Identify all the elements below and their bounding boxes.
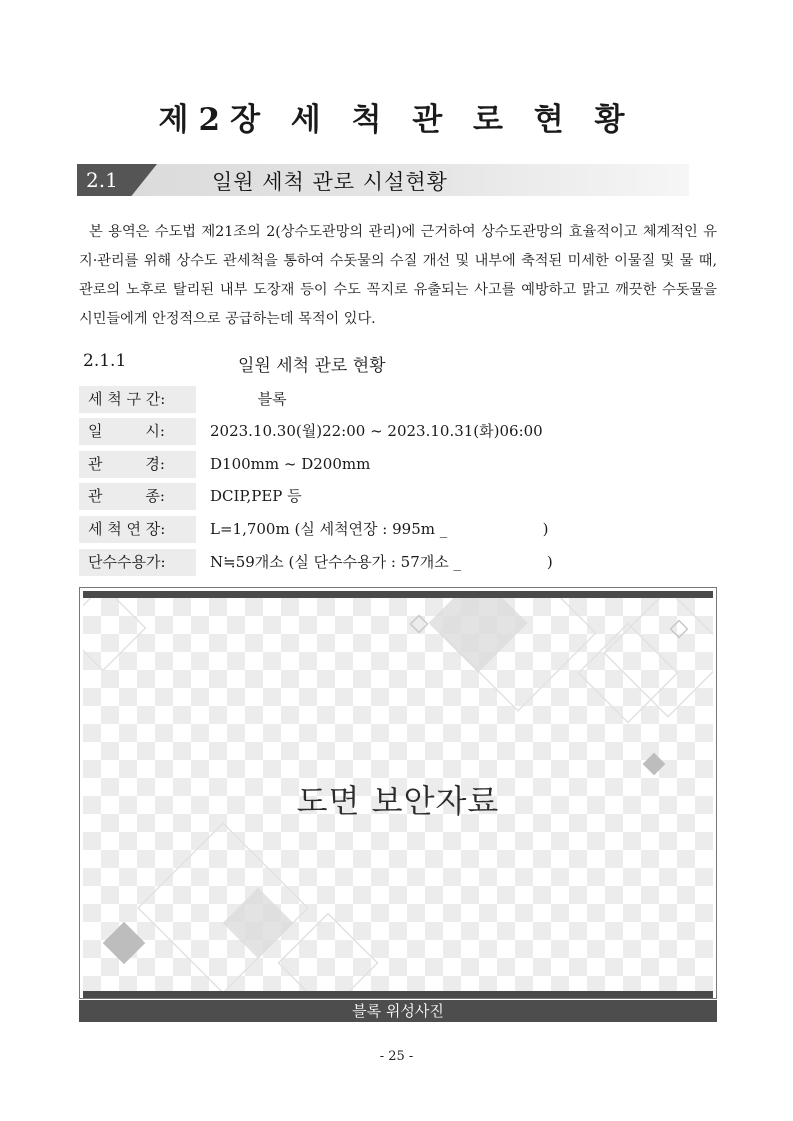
page-number: - 25 -: [379, 1049, 414, 1064]
info-value: DCIP,PEP 등: [210, 487, 302, 505]
info-label: 관 경:: [79, 451, 196, 478]
info-value: L=1,700m (실 세척연장 : 995m _ ): [210, 520, 549, 538]
info-value: 2023.10.30(월)22:00 ~ 2023.10.31(화)06:00: [210, 422, 543, 440]
info-label: 세 척 연 장:: [79, 516, 196, 543]
figure-caption: 블록 위성사진: [352, 1002, 444, 1020]
intro-paragraph: 본 용역은 수도법 제21조의 2(상수도관망의 관리)에 근거하여 상수도관망의 효율적이고 체계적인 유지·관리를 위해 상수도 관세척을 통하여 수돗물의 수질 개선 및 내부에 축적된 미세한 이물질 및 물 때, 관로의 노후로 탈리된 내부 도장재 등이 수도 꼭지로 유출되는 사고를 예방하고 맑고 깨끗한 수돗물을 시민들에게 안정적으로 공급하는데 목적이 있다.: [79, 224, 717, 327]
subsection-title: 일원 세척 관로 현황: [238, 356, 386, 376]
section-number: 2.1: [86, 168, 118, 192]
section-title: 일원 세척 관로 시설현황: [212, 170, 448, 194]
info-row-customers: [79, 549, 717, 576]
info-row-diameter: [79, 451, 717, 478]
info-row-length: [79, 516, 717, 543]
info-value: D100mm ~ D200mm: [210, 455, 371, 473]
info-label: 일 시:: [79, 418, 196, 445]
subsection-number: 2.1.1: [83, 351, 127, 371]
chapter-title: 제2장 세 척 관 로 현 황: [158, 102, 635, 138]
info-row-pipe-type: [79, 483, 717, 510]
info-label: 세 척 구 간:: [79, 386, 196, 413]
figure-bottom-bar: [83, 991, 713, 998]
info-value: N≒59개소 (실 단수수용가 : 57개소 _ ): [210, 553, 553, 571]
info-label: 단수수용가:: [79, 549, 196, 576]
info-label: 관 종:: [79, 483, 196, 510]
figure-image: [83, 598, 713, 991]
figure-overlay-text: 도면 보안자료: [296, 782, 500, 820]
info-row-section: [79, 386, 717, 413]
figure-top-bar: [83, 591, 713, 598]
info-row-datetime: [79, 418, 717, 445]
info-value: 블록: [210, 390, 287, 408]
